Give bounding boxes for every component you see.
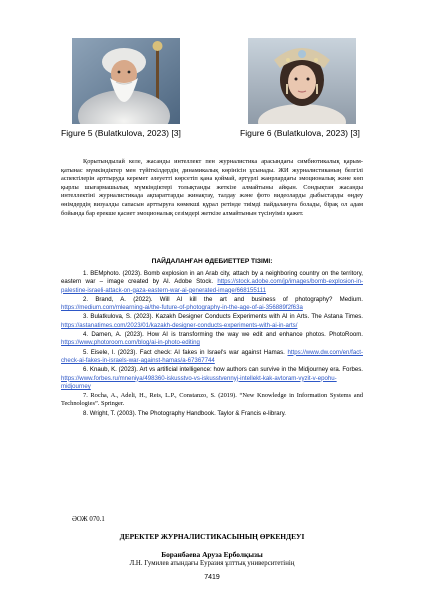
reference-item bbox=[61, 296, 363, 313]
references-heading: ПАЙДАЛАНҒАН ӘДЕБИЕТТЕР ТІЗІМІ: bbox=[151, 258, 273, 265]
reference-text: 4. Damen, A. (2023). How AI is transforming the way we edit and enhance photos. PhotoRoom. bbox=[83, 331, 363, 339]
page-number: 7419 bbox=[204, 574, 220, 581]
figure-5-image bbox=[72, 38, 180, 124]
reference-text: 2. Brand, A. (2022). Will AI kill the art and business of photography? Medium. bbox=[83, 295, 363, 303]
reference-item bbox=[61, 366, 363, 391]
reference-link[interactable]: https://astanatimes.com/2023/01/kazakh-designer-conducts-experiments-with-ai-in-arts/ bbox=[61, 321, 298, 329]
reference-text: 1. BEMphoto. (2023). Bomb explosion in an Arab city, attach by a neighboring country on the territory, eastern war – image created by AI. Adobe Stock. bbox=[61, 270, 363, 286]
reference-text: 8. Wright, T. (2003). The Photography Handbook. Taylor & Francis e-library. bbox=[83, 409, 286, 417]
reference-link[interactable]: https://stock.adobe.com/jp/images/bomb-explosion-in-palestine-israeli-attack-on-gaza-eastern-war-ai-generated-image/668155111 bbox=[61, 278, 363, 294]
conclusion-paragraph: Қорытындылай келе, жасанды интеллект пен журналистика арасындағы симбиотикалық қарым-қатынас мүмкіндіктер мен түйіткілдердің динамикалық көрінісін ұсынады. ЖИ журналистиканың белгілі аспектілерін арттыруда керемет әлеуетті көрсетіп қана қоймай, әртүрлі жанрлардағы эмоционалық және көп қырлы шығармашылық мүмкіндіктері толықтанды жеткізе алмайтыны айқын. Сондықтан жасанды интеллектіні журналистикада ақпараттарды жинақтау, талдау және фото видеоларды дыбыстарды өңдеу өнімдердің визуалды сапасын арттыруға көмекші құрал ретінде тиімді пайдалануға болады, бірақ ол адам бойында бар ерекше қасиет эмоционалық сезімдері жеткізе алмайтынын түсінуіміз қажет. bbox=[61, 158, 363, 217]
reference-link[interactable]: https://www.dw.com/en/fact-check-ai-fakes-in-israels-war-against-hamas/a-67367744 bbox=[61, 348, 363, 364]
reference-item bbox=[61, 270, 363, 295]
reference-text: 7. Rocha, A., Adeli, H., Reis, L.P., Constanzo, S. (2019). “New Knowledge in Information Systems and Technologies”. Springer. bbox=[61, 392, 363, 408]
reference-item bbox=[61, 349, 363, 366]
reference-link[interactable]: https://www.photoroom.com/blog/ai-in-photo-editing bbox=[61, 339, 200, 347]
reference-link[interactable]: https://www.forbes.ru/mneniya/498360-iskusstvo-vs-iskusstvennyj-intellekt-kak-avtoram-vyzit-v-epohu-midjourney bbox=[61, 374, 337, 390]
reference-text: 5. Eisele, I. (2023). Fact check: AI fakes in Israel's war against Hamas. bbox=[83, 348, 288, 356]
reference-link[interactable]: https://medium.com/mlearning-ai/the-future-of-photography-in-the-age-of-ai-356889f2f63a bbox=[61, 304, 303, 312]
figure-6-image bbox=[248, 38, 356, 124]
reference-item bbox=[61, 392, 363, 409]
references-list bbox=[61, 270, 363, 419]
reference-item bbox=[61, 410, 363, 418]
reference-item bbox=[61, 313, 363, 330]
reference-text: 6. Knaub, K. (2023). Art vs artificial intelligence: how authors can survive in the Midjourney era. Forbes. bbox=[83, 366, 363, 374]
reference-item bbox=[61, 331, 363, 348]
figure-5-caption: Figure 5 (Bulatkulova, 2023) [3] bbox=[61, 128, 181, 138]
article-author: Боранбаева Аруза Ерболқызы bbox=[161, 550, 263, 559]
figure-6-caption: Figure 6 (Bulatkulova, 2023) [3] bbox=[240, 128, 360, 138]
author-affiliation: Л.Н. Гумилев атындағы Еуразия ұлттық университетінің bbox=[129, 560, 295, 567]
article-title: ДЕРЕКТЕР ЖУРНАЛИСТИКАСЫНЫҢ ӨРКЕНДЕУІ bbox=[119, 532, 305, 541]
reference-text: 3. Bulatkulova, S. (2023). Kazakh Designer Conducts Experiments with AI in Arts. The Astana Times. bbox=[83, 313, 363, 321]
udc-code: ӘОЖ 070.1 bbox=[72, 516, 105, 523]
